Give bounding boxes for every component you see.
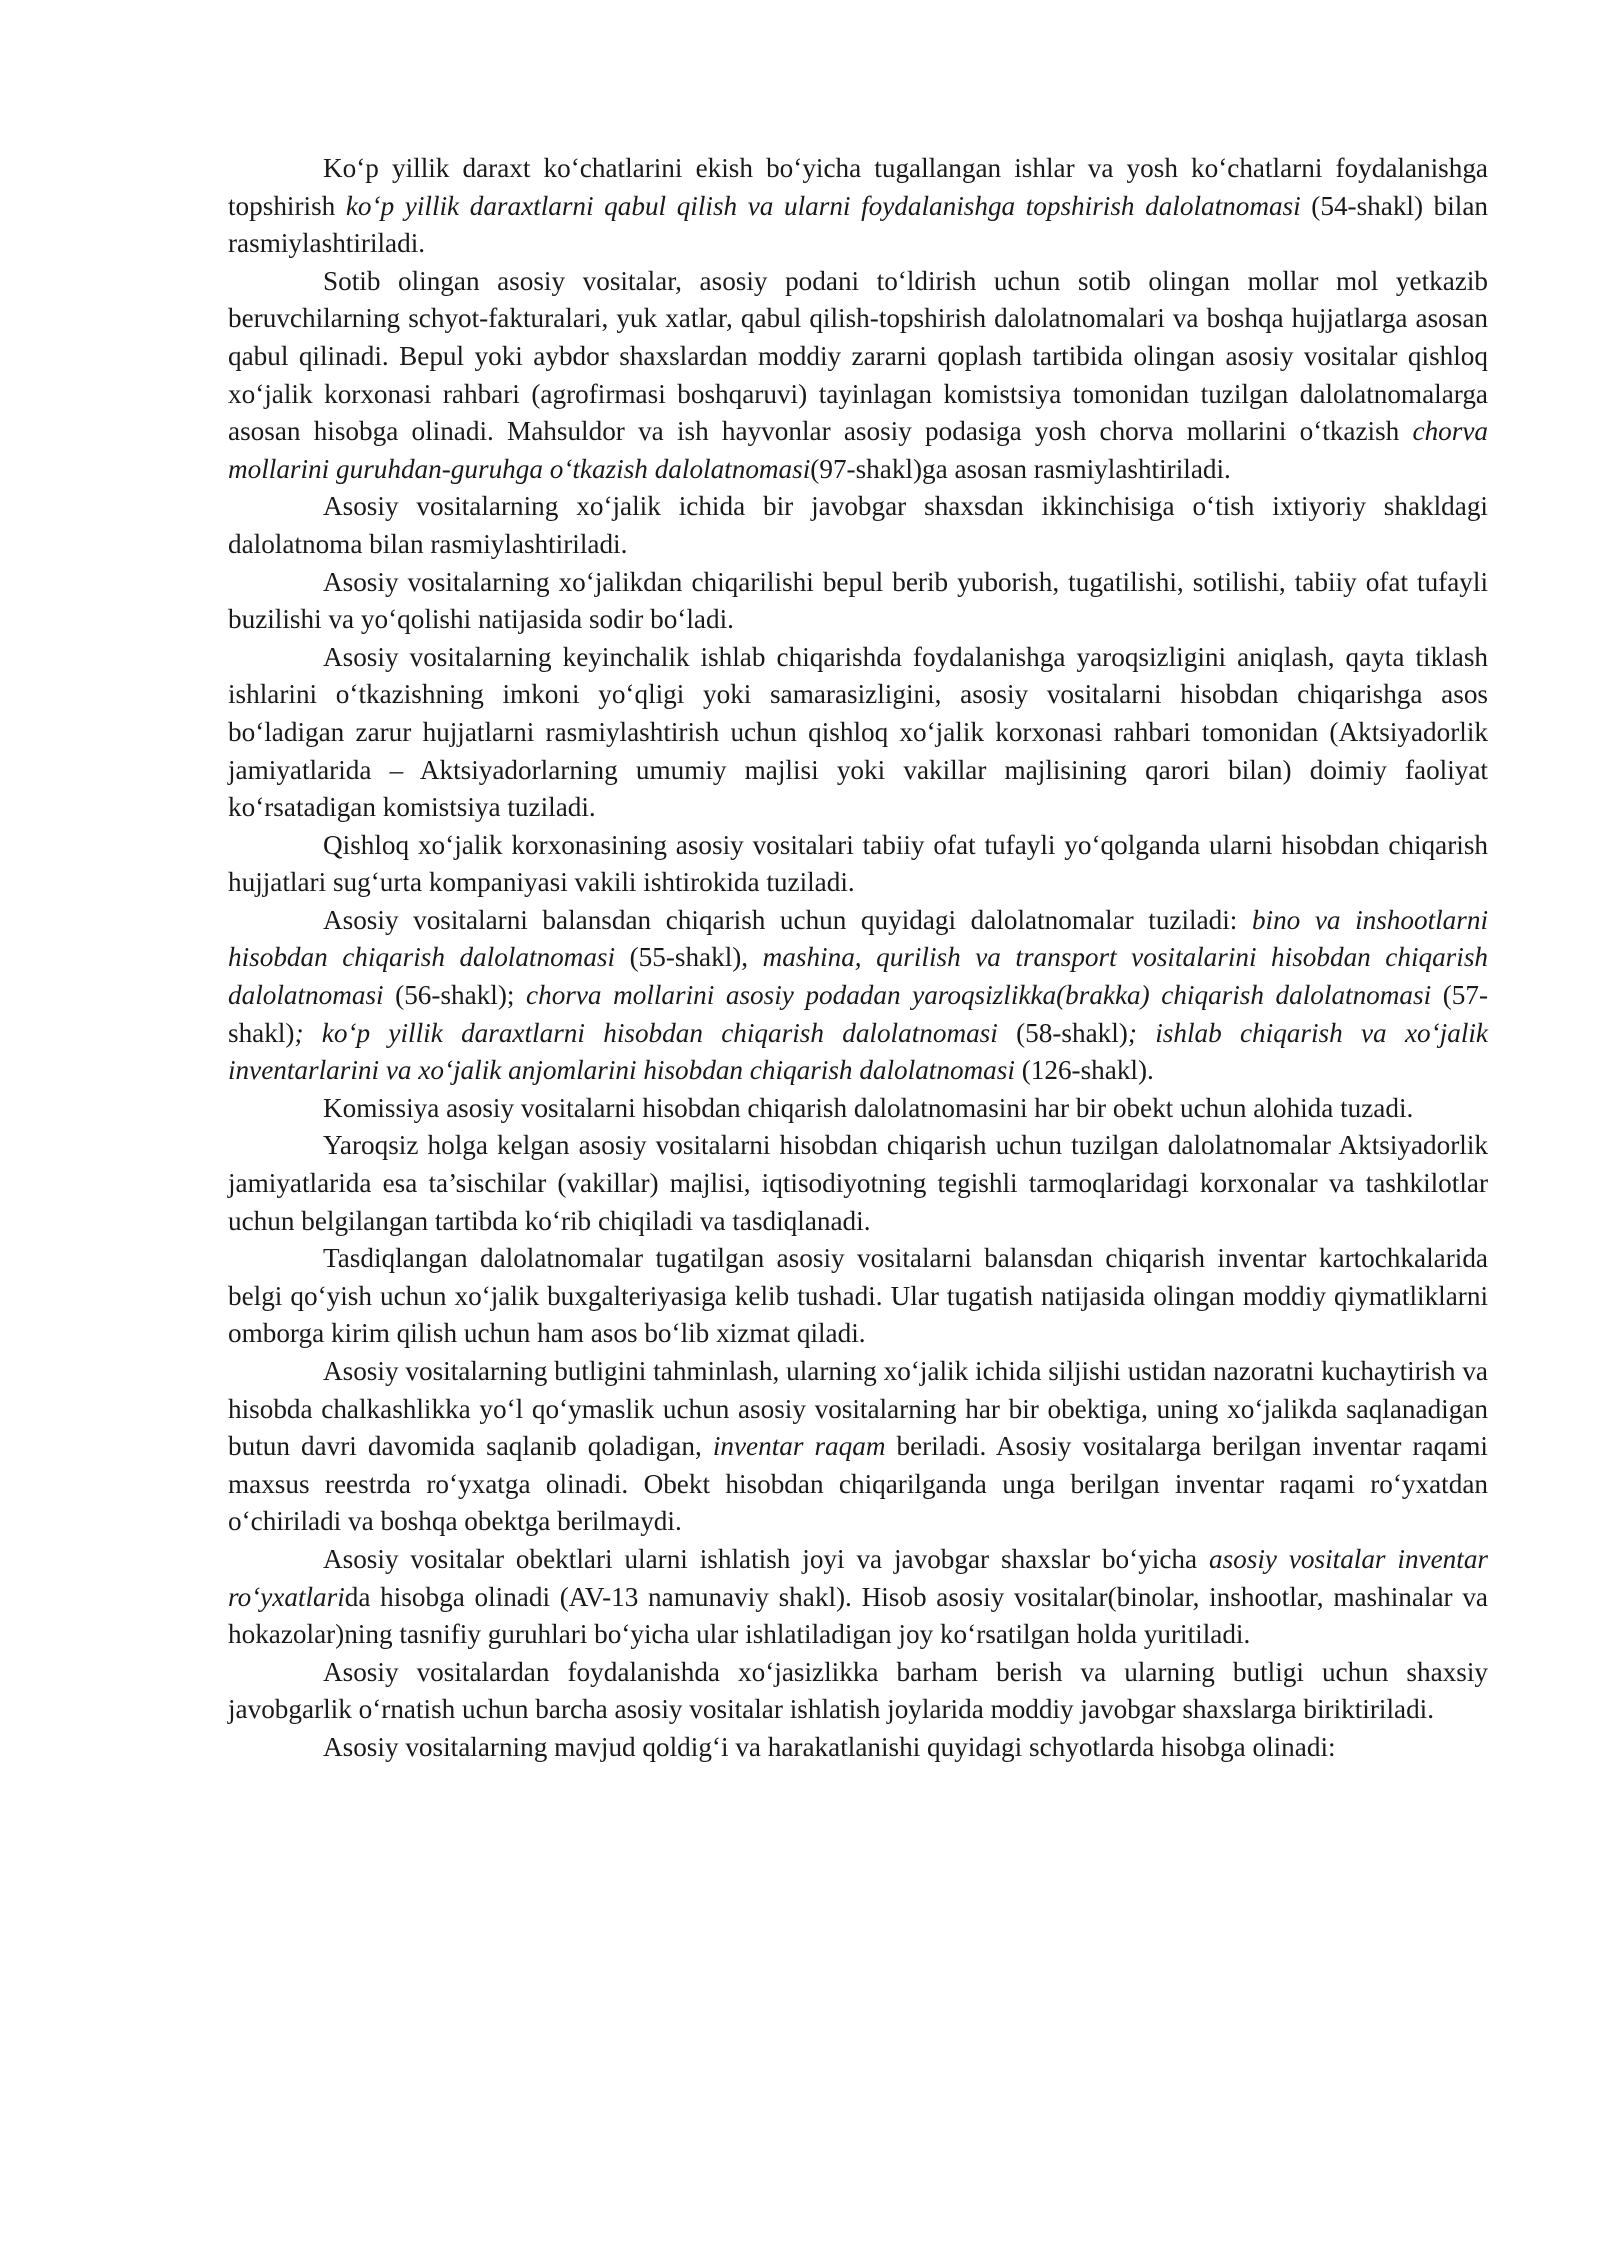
italic-text-segment: asosiy vositalar inventar ro‘yxatlari — [228, 1543, 1488, 1612]
paragraph — [228, 564, 1488, 639]
text-segment: Asosiy vositalardan foydalanishda xo‘jasizlikka barham berish va ularning butligi uchun shaxsiy javobgarlik o‘rnatish uchun barcha asosiy vositalar ishlatish joylarida moddiy javobgar shaxslarga biriktiriladi. — [228, 1656, 1488, 1725]
text-segment: Ko‘p yillik daraxt ko‘chatlarini ekish bo‘yicha tugallangan ishlar va yosh ko‘chatlarni foydalanishga topshirish — [228, 153, 1488, 221]
text-segment: (58-shakl) — [997, 1017, 1128, 1048]
text-segment: (126-shakl). — [1014, 1055, 1154, 1086]
text-segment: Yaroqsiz holga kelgan asosiy vositalarni hisobdan chiqarish uchun tuzilgan dalolatnomalar Aktsiyadorlik jamiyatlarida esa ta’sischilar (vakillar) majlisi, iqtisodiyotning tegishli tarmoqlaridagi korxonalar va tashkilotlar uchun belgilangan tartibda ko‘rib chiqiladi va tasdiqlanadi. — [228, 1130, 1488, 1236]
paragraph — [228, 488, 1488, 563]
text-segment: Asosiy vositalarning xo‘jalik ichida bir javobgar shaxsdan ikkinchisiga o‘tish ixtiyoriy shakldagi dalolatnoma bilan rasmiylashtiriladi. — [228, 491, 1488, 559]
text-segment: Sotib olingan asosiy vositalar, asosiy podani to‘ldirish uchun sotib olingan mollar mol yetkazib beruvchilarning schyot-fakturalari, yuk xatlar, qabul qilish-topshirish dalolatnomalari va boshqa hujjatlarga asosan qabul qilinadi. Bepul yoki aybdor shaxslardan moddiy zararni qoplash tartibida olingan asosiy vositalar qishloq xo‘jalik korxonasi rahbari (agrofirmasi boshqaruvi) tayinlagan komistsiya tomonidan tuzilgan dalolatnomalarga asosan hisobga olinadi. Mahsuldor va ish hayvonlar asosiy podasiga yosh chorva mollarini o‘tkazish — [228, 265, 1488, 447]
paragraph — [228, 902, 1488, 1090]
text-segment: Qishloq xo‘jalik korxonasining asosiy vositalari tabiiy ofat tufayli yo‘qolganda ularni hisobdan chiqarish hujjatlari sug‘urta kompaniyasi vakili ishtirokida tuziladi. — [228, 829, 1488, 898]
italic-text-segment: chorva mollarini guruhdan-guruhga o‘tkazish dalolatnomasi — [228, 416, 1488, 484]
paragraph — [228, 827, 1488, 902]
paragraph — [228, 1240, 1488, 1353]
text-segment: Asosiy vositalarning mavjud qoldig‘i va harakatlanishi quyidagi schyotlarda hisobga olinadi: — [323, 1731, 1336, 1762]
text-segment: Asosiy vositalarning keyinchalik ishlab chiqarishda foydalanishga yaroqsizligini aniqlash, qayta tiklash ishlarini o‘tkazishning imkoni yo‘qligi yoki samarasizligini, asosiy vositalarni hisobdan chiqarishga asos bo‘ladigan zarur hujjatlarni rasmiylashtirish uchun qishloq xo‘jalik korxonasi rahbari tomonidan (Aktsiyadorlik jamiyatlarida – Aktsiyadorlarning umumiy majlisi yoki vakillar majlisining qarori bilan) doimiy faoliyat ko‘rsatadigan komistsiya tuziladi. — [228, 641, 1488, 823]
text-segment: (56-shakl); — [383, 980, 527, 1011]
text-segment: Asosiy vositalar obektlari ularni ishlatish joyi va javobgar shaxslar bo‘yicha — [323, 1543, 1209, 1574]
text-segment: Komissiya asosiy vositalarni hisobdan chiqarish dalolatnomasini har bir obekt uchun alohida tuzadi. — [323, 1092, 1414, 1123]
paragraph — [228, 1127, 1488, 1240]
text-segment: beriladi. Asosiy vositalarga berilgan inventar raqami maxsus reestrda ro‘yxatga olinadi. Obekt hisobdan chiqarilganda unga berilgan inventar raqami ro‘yxatdan o‘chiriladi va boshqa obektga berilmaydi. — [228, 1431, 1488, 1537]
text-segment: (97-shakl)ga asosan rasmiylashtiriladi. — [810, 453, 1231, 484]
italic-text-segment: ; ishlab chiqarish va xo‘jalik inventarlarini va xo‘jalik anjomlarini hisobdan chiqarish dalolatnomasi — [228, 1017, 1488, 1086]
document-body — [228, 150, 1488, 1767]
paragraph — [228, 1541, 1488, 1654]
italic-text-segment: mashina, qurilish va transport vositalarini hisobdan chiqarish dalolatnomasi — [228, 942, 1488, 1011]
paragraph — [228, 1654, 1488, 1729]
paragraph — [228, 1729, 1488, 1767]
italic-text-segment: ; ko‘p yillik daraxtlarni hisobdan chiqarish dalolatnomasi — [294, 1017, 998, 1048]
italic-text-segment: chorva mollarini asosiy podadan yaroqsizlikka(brakka) chiqarish dalolatnomasi — [526, 980, 1432, 1011]
italic-text-segment: ko‘p yillik daraxtlarni qabul qilish va ularni foydalanishga topshirish dalolatnomasi — [345, 190, 1301, 221]
paragraph — [228, 639, 1488, 827]
text-segment: Asosiy vositalarni balansdan chiqarish uchun quyidagi dalolatnomalar tuziladi: — [323, 904, 1252, 935]
text-segment: (57-shakl) — [228, 980, 1489, 1048]
italic-text-segment: inventar raqam — [712, 1431, 886, 1462]
text-segment: (54-shakl) bilan rasmiylashtiriladi. — [228, 190, 1489, 259]
text-segment: Asosiy vositalarning xo‘jalikdan chiqarilishi bepul berib yuborish, tugatilishi, sotilishi, tabiiy ofat tufayli buzilishi va yo‘qolishi natijasida sodir bo‘ladi. — [228, 566, 1488, 635]
text-segment: Asosiy vositalarning butligini tahminlash, ularning xo‘jalik ichida siljishi ustidan nazoratni kuchaytirish va hisobda chalkashlikka yo‘l qo‘ymaslik uchun asosiy vositalarning har bir obektiga, uning xo‘jalikda saqlanadigan butun davri davomida saqlanib qoladigan, — [228, 1356, 1488, 1462]
paragraph — [228, 1090, 1488, 1128]
paragraph — [228, 1353, 1488, 1541]
paragraph — [228, 150, 1488, 263]
text-segment: da hisobga olinadi (AV-13 namunaviy shakl). Hisob asosiy vositalar(binolar, inshootlar, mashinalar va hokazolar)ning tasnifiy guruhlari bo‘yicha ular ishlatiladigan joy ko‘rsatilgan holda yuritiladi. — [228, 1581, 1488, 1650]
paragraph — [228, 263, 1488, 489]
text-segment: (55-shakl), — [615, 942, 763, 973]
italic-text-segment: bino va inshootlarni hisobdan chiqarish dalolatnomasi — [228, 904, 1489, 973]
text-segment: Tasdiqlangan dalolatnomalar tugatilgan asosiy vositalarni balansdan chiqarish inventar kartochkalarida belgi qo‘yish uchun xo‘jalik buxgalteriyasiga kelib tushadi. Ular tugatish natijasida olingan moddiy qiymatliklarni omborga kirim qilish uchun ham asos bo‘lib xizmat qiladi. — [228, 1243, 1488, 1349]
